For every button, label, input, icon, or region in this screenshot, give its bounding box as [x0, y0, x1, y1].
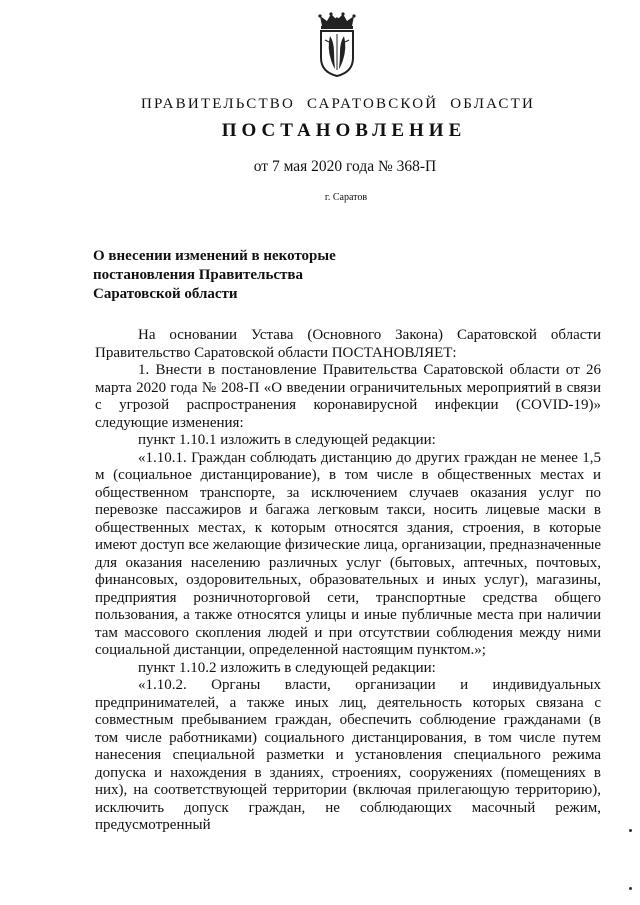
document-body: [95, 327, 601, 835]
paragraph-text-1-10-1: «1.10.1. Граждан соблюдать дистанцию до других граждан не менее 1,5 м (социальное дистанцирование), в том числе в общественных местах и общественном транспорте, за исключением случаев оказания услуг по перевозке пассажиров и багажа легковым такси, носить лицевые маски в общественных местах, к которым относятся здания, строения, в которые имеют доступ все желающие физические лица, организации, предназначенные для оказания населению различных услуг (бытовых, аптечных, почтовых, финансовых, оздоровительных, образовательных и иных услуг), магазины, предприятия розничноторговой сети, транспортные средства общего пользования, а также относятся улицы и иные публичные места при наличии там массового скопления людей и при отсутствии соблюдения между ними социальной дистанции, определенной настоящим пунктом.»;: [95, 449, 601, 658]
date-and-number: от 7 мая 2020 года № 368-П: [253, 158, 437, 175]
paragraph-amend-1-10-1: пункт 1.10.1 изложить в следующей редакции:: [138, 432, 436, 448]
coat-of-arms-icon: [313, 12, 361, 78]
subject-line: постановления Правительства: [93, 267, 303, 283]
government-name: ПРАВИТЕЛЬСТВО САРАТОВСКОЙ ОБЛАСТИ: [140, 96, 536, 112]
paragraph-text-1-10-2: «1.10.2. Органы власти, организации и индивидуальных предпринимателей, а также иных лиц, деятельность которых связана с совместным пребыванием граждан, обеспечить соблюдение гражданами (в том числе работниками) социального дистанцирования, в том числе путем нанесения специальной разметки и установления специального режима допуска и нахождения в зданиях, строениях, сооружениях (помещениях в них), на соответствующей территории (включая прилегающую территорию), исключить допуск граждан, не соблюдающих масочный режим, предусмотренный: [95, 677, 601, 833]
scan-artifact: [629, 887, 632, 890]
document-subject: [93, 247, 393, 304]
subject-line: Саратовской области: [93, 286, 238, 302]
paragraph-amend-1-10-2: пункт 1.10.2 изложить в следующей редакции:: [138, 659, 436, 676]
subject-line: О внесении изменений в некоторые: [93, 248, 336, 264]
city-label: г. Саратов: [324, 192, 368, 203]
document-type: ПОСТАНОВЛЕНИЕ: [221, 120, 467, 141]
paragraph-basis: На основании Устава (Основного Закона) Саратовской области Правительство Саратовской области ПОСТАНОВЛЯЕТ:: [95, 327, 601, 361]
scan-artifact: [629, 829, 632, 832]
paragraph-item-1: 1. Внести в постановление Правительства Саратовской области от 26 марта 2020 года № 208-П «О введении ограничительных мероприятий в связи с угрозой распространения коронавирусной инфекции (COVID-19)» следующие изменения:: [95, 362, 601, 431]
